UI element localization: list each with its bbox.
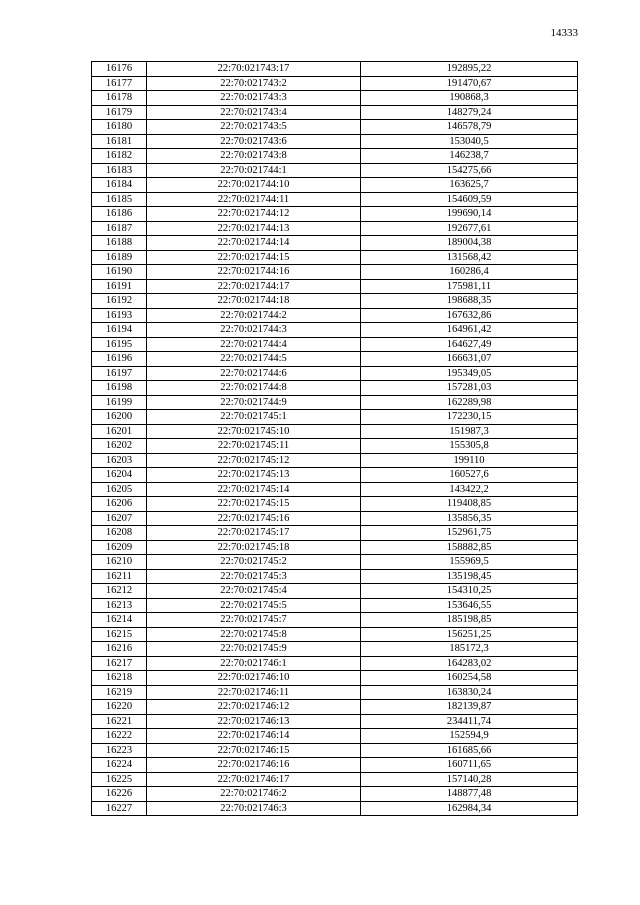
cadastral-number-cell: 22:70:021744:3	[147, 323, 361, 338]
table-row	[92, 308, 578, 323]
data-table	[91, 61, 578, 816]
table-body	[92, 62, 578, 816]
row-number-cell: 16191	[92, 279, 147, 294]
row-number-cell: 16215	[92, 627, 147, 642]
value-cell: 161685,66	[361, 743, 578, 758]
row-number-cell: 16192	[92, 294, 147, 309]
cadastral-number-cell: 22:70:021745:2	[147, 555, 361, 570]
value-cell: 160286,4	[361, 265, 578, 280]
row-number-cell: 16183	[92, 163, 147, 178]
value-cell: 199110	[361, 453, 578, 468]
cadastral-number-cell: 22:70:021743:6	[147, 134, 361, 149]
row-number-cell: 16225	[92, 772, 147, 787]
row-number-cell: 16216	[92, 642, 147, 657]
row-number-cell: 16226	[92, 787, 147, 802]
cadastral-number-cell: 22:70:021746:13	[147, 714, 361, 729]
table-row	[92, 62, 578, 77]
cadastral-number-cell: 22:70:021744:6	[147, 366, 361, 381]
cadastral-number-cell: 22:70:021744:1	[147, 163, 361, 178]
value-cell: 153646,55	[361, 598, 578, 613]
table-row	[92, 656, 578, 671]
cadastral-number-cell: 22:70:021746:11	[147, 685, 361, 700]
cadastral-number-cell: 22:70:021745:4	[147, 584, 361, 599]
row-number-cell: 16204	[92, 468, 147, 483]
table-row	[92, 772, 578, 787]
row-number-cell: 16213	[92, 598, 147, 613]
value-cell: 167632,86	[361, 308, 578, 323]
table-row	[92, 685, 578, 700]
value-cell: 157140,28	[361, 772, 578, 787]
value-cell: 190868,3	[361, 91, 578, 106]
cadastral-number-cell: 22:70:021745:8	[147, 627, 361, 642]
table-row	[92, 337, 578, 352]
value-cell: 192677,61	[361, 221, 578, 236]
value-cell: 154310,25	[361, 584, 578, 599]
table-row	[92, 395, 578, 410]
row-number-cell: 16220	[92, 700, 147, 715]
cadastral-number-cell: 22:70:021743:8	[147, 149, 361, 164]
cadastral-number-cell: 22:70:021746:12	[147, 700, 361, 715]
table-row	[92, 613, 578, 628]
cadastral-number-cell: 22:70:021744:4	[147, 337, 361, 352]
cadastral-number-cell: 22:70:021744:14	[147, 236, 361, 251]
cadastral-number-cell: 22:70:021745:17	[147, 526, 361, 541]
cadastral-number-cell: 22:70:021746:2	[147, 787, 361, 802]
value-cell: 160711,65	[361, 758, 578, 773]
table-row	[92, 381, 578, 396]
cadastral-number-cell: 22:70:021743:3	[147, 91, 361, 106]
row-number-cell: 16190	[92, 265, 147, 280]
table-row	[92, 468, 578, 483]
value-cell: 166631,07	[361, 352, 578, 367]
cadastral-number-cell: 22:70:021744:15	[147, 250, 361, 265]
value-cell: 148877,48	[361, 787, 578, 802]
table-row	[92, 207, 578, 222]
row-number-cell: 16212	[92, 584, 147, 599]
row-number-cell: 16221	[92, 714, 147, 729]
row-number-cell: 16209	[92, 540, 147, 555]
value-cell: 164283,02	[361, 656, 578, 671]
value-cell: 198688,35	[361, 294, 578, 309]
table-row	[92, 555, 578, 570]
cadastral-number-cell: 22:70:021745:10	[147, 424, 361, 439]
row-number-cell: 16211	[92, 569, 147, 584]
row-number-cell: 16207	[92, 511, 147, 526]
table-row	[92, 134, 578, 149]
value-cell: 163625,7	[361, 178, 578, 193]
table-row	[92, 265, 578, 280]
value-cell: 160254,58	[361, 671, 578, 686]
row-number-cell: 16202	[92, 439, 147, 454]
value-cell: 155305,8	[361, 439, 578, 454]
table-row	[92, 352, 578, 367]
row-number-cell: 16181	[92, 134, 147, 149]
cadastral-number-cell: 22:70:021744:18	[147, 294, 361, 309]
row-number-cell: 16189	[92, 250, 147, 265]
table-row	[92, 91, 578, 106]
cadastral-number-cell: 22:70:021745:5	[147, 598, 361, 613]
value-cell: 146238,7	[361, 149, 578, 164]
value-cell: 185198,85	[361, 613, 578, 628]
cadastral-number-cell: 22:70:021744:16	[147, 265, 361, 280]
value-cell: 143422,2	[361, 482, 578, 497]
cadastral-number-cell: 22:70:021744:12	[147, 207, 361, 222]
value-cell: 157281,03	[361, 381, 578, 396]
value-cell: 154609,59	[361, 192, 578, 207]
value-cell: 234411,74	[361, 714, 578, 729]
value-cell: 119408,85	[361, 497, 578, 512]
table-row	[92, 424, 578, 439]
cadastral-number-cell: 22:70:021746:15	[147, 743, 361, 758]
table-row	[92, 163, 578, 178]
cadastral-number-cell: 22:70:021745:15	[147, 497, 361, 512]
cadastral-number-cell: 22:70:021745:3	[147, 569, 361, 584]
row-number-cell: 16196	[92, 352, 147, 367]
table-row	[92, 192, 578, 207]
value-cell: 162984,34	[361, 801, 578, 816]
row-number-cell: 16179	[92, 105, 147, 120]
value-cell: 151987,3	[361, 424, 578, 439]
row-number-cell: 16187	[92, 221, 147, 236]
value-cell: 164961,42	[361, 323, 578, 338]
cadastral-number-cell: 22:70:021745:16	[147, 511, 361, 526]
row-number-cell: 16188	[92, 236, 147, 251]
table-row	[92, 482, 578, 497]
value-cell: 160527,6	[361, 468, 578, 483]
row-number-cell: 16218	[92, 671, 147, 686]
row-number-cell: 16185	[92, 192, 147, 207]
cadastral-number-cell: 22:70:021743:5	[147, 120, 361, 135]
row-number-cell: 16184	[92, 178, 147, 193]
table-row	[92, 598, 578, 613]
value-cell: 172230,15	[361, 410, 578, 425]
value-cell: 154275,66	[361, 163, 578, 178]
row-number-cell: 16177	[92, 76, 147, 91]
row-number-cell: 16197	[92, 366, 147, 381]
value-cell: 192895,22	[361, 62, 578, 77]
value-cell: 152961,75	[361, 526, 578, 541]
cadastral-number-cell: 22:70:021744:8	[147, 381, 361, 396]
cadastral-number-cell: 22:70:021744:11	[147, 192, 361, 207]
row-number-cell: 16178	[92, 91, 147, 106]
table-row	[92, 497, 578, 512]
table-row	[92, 250, 578, 265]
cadastral-number-cell: 22:70:021746:3	[147, 801, 361, 816]
value-cell: 191470,67	[361, 76, 578, 91]
table-row	[92, 743, 578, 758]
value-cell: 135198,45	[361, 569, 578, 584]
row-number-cell: 16201	[92, 424, 147, 439]
table-row	[92, 584, 578, 599]
table-row	[92, 76, 578, 91]
cadastral-number-cell: 22:70:021745:1	[147, 410, 361, 425]
table-row	[92, 671, 578, 686]
table-row	[92, 729, 578, 744]
cadastral-number-cell: 22:70:021744:13	[147, 221, 361, 236]
row-number-cell: 16217	[92, 656, 147, 671]
row-number-cell: 16224	[92, 758, 147, 773]
row-number-cell: 16182	[92, 149, 147, 164]
row-number-cell: 16200	[92, 410, 147, 425]
table-row	[92, 453, 578, 468]
row-number-cell: 16214	[92, 613, 147, 628]
cadastral-number-cell: 22:70:021746:10	[147, 671, 361, 686]
table-row	[92, 439, 578, 454]
cadastral-number-cell: 22:70:021744:17	[147, 279, 361, 294]
cadastral-number-cell: 22:70:021745:14	[147, 482, 361, 497]
row-number-cell: 16180	[92, 120, 147, 135]
page-number: 14333	[550, 27, 578, 39]
cadastral-number-cell: 22:70:021745:12	[147, 453, 361, 468]
value-cell: 189004,38	[361, 236, 578, 251]
value-cell: 162289,98	[361, 395, 578, 410]
table-row	[92, 758, 578, 773]
row-number-cell: 16208	[92, 526, 147, 541]
table-row	[92, 714, 578, 729]
table-row	[92, 149, 578, 164]
cadastral-number-cell: 22:70:021744:10	[147, 178, 361, 193]
cadastral-number-cell: 22:70:021745:11	[147, 439, 361, 454]
value-cell: 155969,5	[361, 555, 578, 570]
cadastral-number-cell: 22:70:021743:17	[147, 62, 361, 77]
cadastral-number-cell: 22:70:021743:4	[147, 105, 361, 120]
row-number-cell: 16222	[92, 729, 147, 744]
row-number-cell: 16210	[92, 555, 147, 570]
cadastral-number-cell: 22:70:021743:2	[147, 76, 361, 91]
cadastral-number-cell: 22:70:021746:17	[147, 772, 361, 787]
table-row	[92, 294, 578, 309]
value-cell: 175981,11	[361, 279, 578, 294]
row-number-cell: 16199	[92, 395, 147, 410]
row-number-cell: 16195	[92, 337, 147, 352]
value-cell: 135856,35	[361, 511, 578, 526]
row-number-cell: 16176	[92, 62, 147, 77]
cadastral-number-cell: 22:70:021746:14	[147, 729, 361, 744]
row-number-cell: 16227	[92, 801, 147, 816]
cadastral-number-cell: 22:70:021745:13	[147, 468, 361, 483]
cadastral-number-cell: 22:70:021745:18	[147, 540, 361, 555]
row-number-cell: 16203	[92, 453, 147, 468]
table-row	[92, 105, 578, 120]
table-row	[92, 526, 578, 541]
table-row	[92, 540, 578, 555]
value-cell: 164627,49	[361, 337, 578, 352]
value-cell: 156251,25	[361, 627, 578, 642]
value-cell: 153040,5	[361, 134, 578, 149]
value-cell: 152594,9	[361, 729, 578, 744]
cadastral-number-cell: 22:70:021745:7	[147, 613, 361, 628]
value-cell: 158882,85	[361, 540, 578, 555]
row-number-cell: 16193	[92, 308, 147, 323]
cadastral-number-cell: 22:70:021746:16	[147, 758, 361, 773]
table-row	[92, 700, 578, 715]
table-row	[92, 323, 578, 338]
row-number-cell: 16206	[92, 497, 147, 512]
value-cell: 146578,79	[361, 120, 578, 135]
value-cell: 195349,05	[361, 366, 578, 381]
value-cell: 163830,24	[361, 685, 578, 700]
table-row	[92, 120, 578, 135]
table-row	[92, 178, 578, 193]
value-cell: 148279,24	[361, 105, 578, 120]
table-row	[92, 627, 578, 642]
row-number-cell: 16219	[92, 685, 147, 700]
cadastral-number-cell: 22:70:021744:5	[147, 352, 361, 367]
value-cell: 131568,42	[361, 250, 578, 265]
table-row	[92, 279, 578, 294]
table-row	[92, 787, 578, 802]
row-number-cell: 16186	[92, 207, 147, 222]
table-row	[92, 801, 578, 816]
table-row	[92, 569, 578, 584]
table-row	[92, 236, 578, 251]
table-row	[92, 511, 578, 526]
table-row	[92, 221, 578, 236]
value-cell: 199690,14	[361, 207, 578, 222]
cadastral-number-cell: 22:70:021746:1	[147, 656, 361, 671]
cadastral-number-cell: 22:70:021744:2	[147, 308, 361, 323]
value-cell: 182139,87	[361, 700, 578, 715]
table-row	[92, 410, 578, 425]
cadastral-number-cell: 22:70:021745:9	[147, 642, 361, 657]
row-number-cell: 16223	[92, 743, 147, 758]
row-number-cell: 16198	[92, 381, 147, 396]
value-cell: 185172,3	[361, 642, 578, 657]
row-number-cell: 16194	[92, 323, 147, 338]
table-row	[92, 366, 578, 381]
row-number-cell: 16205	[92, 482, 147, 497]
cadastral-number-cell: 22:70:021744:9	[147, 395, 361, 410]
table-row	[92, 642, 578, 657]
